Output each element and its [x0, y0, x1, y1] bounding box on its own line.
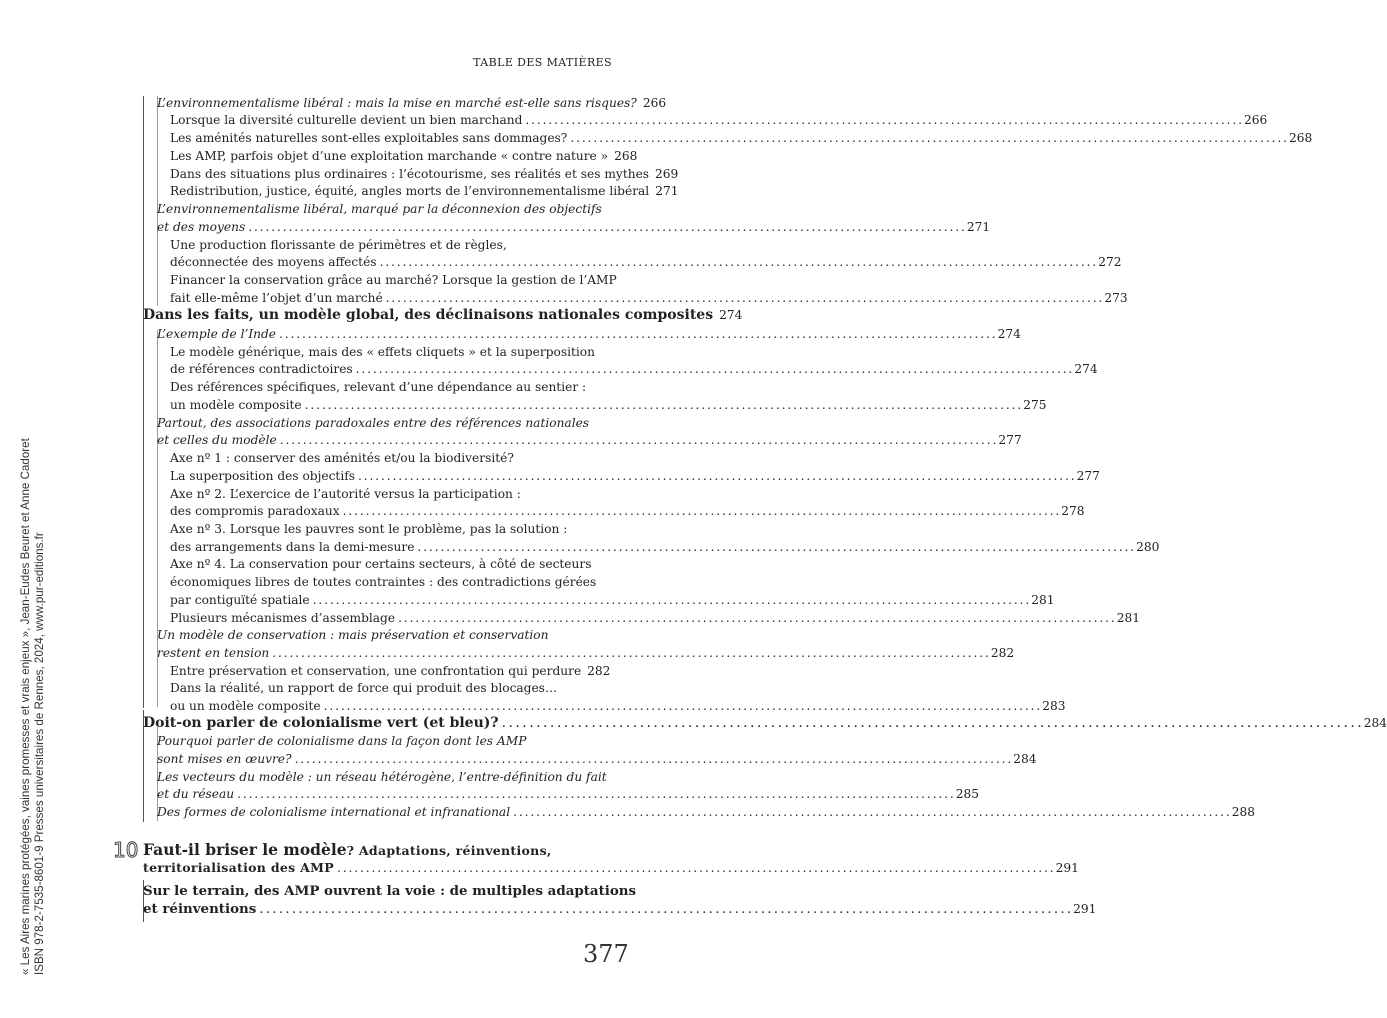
toc-entry-title: Dans les faits, un modèle global, des déclinaisons nationales composites [143, 307, 714, 323]
toc-page-number: 275 [1023, 398, 1047, 412]
toc-entry-title: Doit-on parler de colonialisme vert (et bleu)? [143, 715, 499, 731]
chapter-bar [143, 322, 144, 708]
toc-entry-title: Plusieurs mécanismes d’assemblage [170, 611, 396, 625]
toc-page-number: 280 [1136, 540, 1160, 554]
toc-entry-line: Une production florissante de périmètres et de règles, [170, 238, 507, 252]
toc-entry[interactable] [157, 220, 991, 234]
toc-page-number: 268 [1288, 131, 1313, 145]
toc-entry-line: Axe nº 2. L’exercice de l’autorité versus la participation : [170, 487, 521, 501]
toc-entry-title: Les AMP, parfois objet d’une exploitation marchande « contre nature » [170, 149, 609, 163]
toc-entry-line: économiques libres de toutes contraintes : des contradictions gérées [170, 575, 597, 589]
toc-entry-title: et des moyens [157, 220, 246, 234]
toc-entry-title: Lorsque la diversité culturelle devient un bien marchand [170, 113, 523, 127]
toc-page-number: 281 [1116, 611, 1140, 625]
toc-entry[interactable] [157, 327, 1021, 341]
toc-page-number: 284 [1363, 716, 1387, 730]
toc-page-number: 285 [955, 787, 980, 801]
chapter-title-line [143, 840, 608, 859]
toc-entry-title: et réinventions [143, 901, 257, 917]
toc-page-number: 288 [1231, 805, 1255, 819]
toc-entry[interactable] [170, 611, 1140, 625]
toc-entry-line: Les vecteurs du modèle : un réseau hétérogène, l’entre-définition du fait [157, 770, 607, 784]
toc-entry-line: Axe nº 1 : conserver des aménités et/ou la biodiversité? [170, 451, 514, 465]
section-bar [157, 96, 158, 306]
toc-entry[interactable] [170, 149, 638, 163]
chapter-title: territorialisation des AMP [143, 860, 334, 875]
toc-entry[interactable] [143, 901, 1097, 917]
toc-entry-title: des compromis paradoxaux [170, 504, 340, 518]
toc-entry[interactable] [170, 593, 1055, 607]
toc-entry[interactable] [170, 398, 1047, 412]
toc-entry-title: et du réseau [157, 787, 235, 801]
toc-entry-title: restent en tension [157, 646, 270, 660]
toc-page-number: 266 [642, 96, 667, 110]
toc-entry-title: Dans des situations plus ordinaires : l’écotourisme, ses réalités et ses mythes [170, 167, 650, 181]
toc-entry[interactable] [170, 699, 1066, 713]
running-header: TABLE DES MATIÈRES [473, 56, 612, 69]
toc-entry-line: Le modèle générique, mais des « effets cliquets » et la superposition [170, 345, 595, 359]
chapter-title-part: Faut-il briser le modèle [143, 840, 347, 859]
toc-entry[interactable] [157, 96, 667, 110]
side-credit [19, 438, 47, 975]
toc-entry-title: fait elle-même l’objet d’un marché [170, 291, 383, 305]
toc-entry[interactable] [157, 805, 1255, 819]
toc-entry[interactable] [143, 715, 1387, 731]
toc-entry[interactable] [170, 184, 679, 198]
toc-entry[interactable] [170, 167, 679, 181]
toc-entry[interactable] [170, 362, 1098, 376]
credit-line: ISBN 978-2-7535-8601-9 Presses universitaires de Rennes, 2024, www.pur-editions.fr [33, 532, 46, 975]
toc-entry-title: des arrangements dans la demi-mesure [170, 540, 415, 554]
toc-entry-title: La superposition des objectifs [170, 469, 355, 483]
toc-entry-title: par contiguïté spatiale [170, 593, 310, 607]
toc-page-number: 291 [1055, 861, 1079, 875]
page-number: 377 [583, 940, 629, 968]
toc-entry[interactable] [170, 113, 1268, 127]
toc-entry-title: ou un modèle composite [170, 699, 321, 713]
toc-entry-title: et celles du modèle [157, 433, 277, 447]
toc-page-number: 277 [1076, 469, 1100, 483]
toc-entry-line: L’environnementalisme libéral, marqué par la déconnexion des objectifs [157, 202, 602, 216]
chapter-bar [143, 96, 144, 322]
toc-entry[interactable] [157, 433, 1022, 447]
toc-entry-line: Partout, des associations paradoxales entre des références nationales [157, 416, 590, 430]
toc-entry[interactable] [143, 307, 743, 323]
toc-entry[interactable] [170, 469, 1100, 483]
toc-entry[interactable] [157, 646, 1015, 660]
toc-entry-line: Axe nº 3. Lorsque les pauvres sont le problème, pas la solution : [170, 522, 568, 536]
toc-entry-title: Redistribution, justice, équité, angles morts de l’environnementalisme libéral [170, 184, 650, 198]
toc-entry[interactable] [170, 291, 1128, 305]
toc-entry-title: déconnectée des moyens affectés [170, 255, 377, 269]
chapter-title-part: ? Adaptations, réinventions, [346, 843, 552, 858]
toc-entry-title: L’exemple de l’Inde [157, 327, 277, 341]
toc-entry-title: un modèle composite [170, 398, 302, 412]
toc-page-number: 271 [966, 220, 991, 234]
toc-entry-line: Un modèle de conservation : mais préservation et conservation [157, 628, 549, 642]
chapter-number: 10 [113, 838, 139, 862]
toc-entry-line: Axe nº 4. La conservation pour certains secteurs, à côté de secteurs [170, 557, 592, 571]
toc-page-number: 274 [1074, 362, 1098, 376]
toc-entry-title: Entre préservation et conservation, une confrontation qui perdure [170, 664, 582, 678]
chapter-entry[interactable] [143, 860, 1079, 875]
toc-page-number: 283 [1042, 699, 1066, 713]
toc-entry-title: L’environnementalisme libéral : mais la mise en marché est-elle sans risques? [157, 96, 637, 110]
toc-page-number: 284 [1013, 752, 1037, 766]
toc-page-number: 269 [655, 167, 679, 181]
toc-entry[interactable] [157, 752, 1037, 766]
toc-entry[interactable] [170, 255, 1122, 269]
toc-entry-title: Des formes de colonialisme international et infranational [157, 805, 511, 819]
toc-entry-line: Des références spécifiques, relevant d’une dépendance au sentier : [170, 380, 587, 394]
toc-entry-title: de références contradictoires [170, 362, 353, 376]
toc-page-number: 273 [1104, 291, 1128, 305]
toc-page-number: 271 [655, 184, 679, 198]
toc-page-number: 274 [997, 327, 1021, 341]
toc-entry-line: Sur le terrain, des AMP ouvrent la voie : de multiples adaptations [143, 883, 637, 899]
toc-entry[interactable] [157, 787, 980, 801]
toc-page-number: 277 [998, 433, 1022, 447]
toc-entry[interactable] [170, 540, 1160, 554]
toc-page-number: 281 [1031, 593, 1055, 607]
toc-entry-title: Les aménités naturelles sont-elles exploitables sans dommages? [170, 131, 568, 145]
toc-page-number: 266 [1244, 113, 1268, 127]
toc-page-number: 278 [1061, 504, 1085, 518]
toc-page-number: 282 [990, 646, 1015, 660]
toc-page-number: 282 [587, 664, 611, 678]
toc-entry-line: Pourquoi parler de colonialisme dans la façon dont les AMP [157, 734, 527, 748]
toc-page-number: 268 [614, 149, 638, 163]
toc-entry-line: Financer la conservation grâce au marché? Lorsque la gestion de l’AMP [170, 273, 617, 287]
toc-entry-title: sont mises en œuvre? [157, 752, 292, 766]
toc-page-number: 291 [1073, 902, 1097, 916]
toc-page-number: 274 [719, 308, 743, 322]
toc-entry[interactable] [170, 664, 611, 678]
toc-entry[interactable] [170, 131, 1313, 145]
toc-entry-line: Dans la réalité, un rapport de force qui produit des blocages… [170, 681, 558, 695]
toc-entry[interactable] [170, 504, 1085, 518]
toc-page-number: 272 [1098, 255, 1122, 269]
credit-line: « Les Aires marines protégées, vaines promesses et vrais enjeux », Jean-Eudes Beuret et Anne Cadoret [19, 438, 32, 975]
